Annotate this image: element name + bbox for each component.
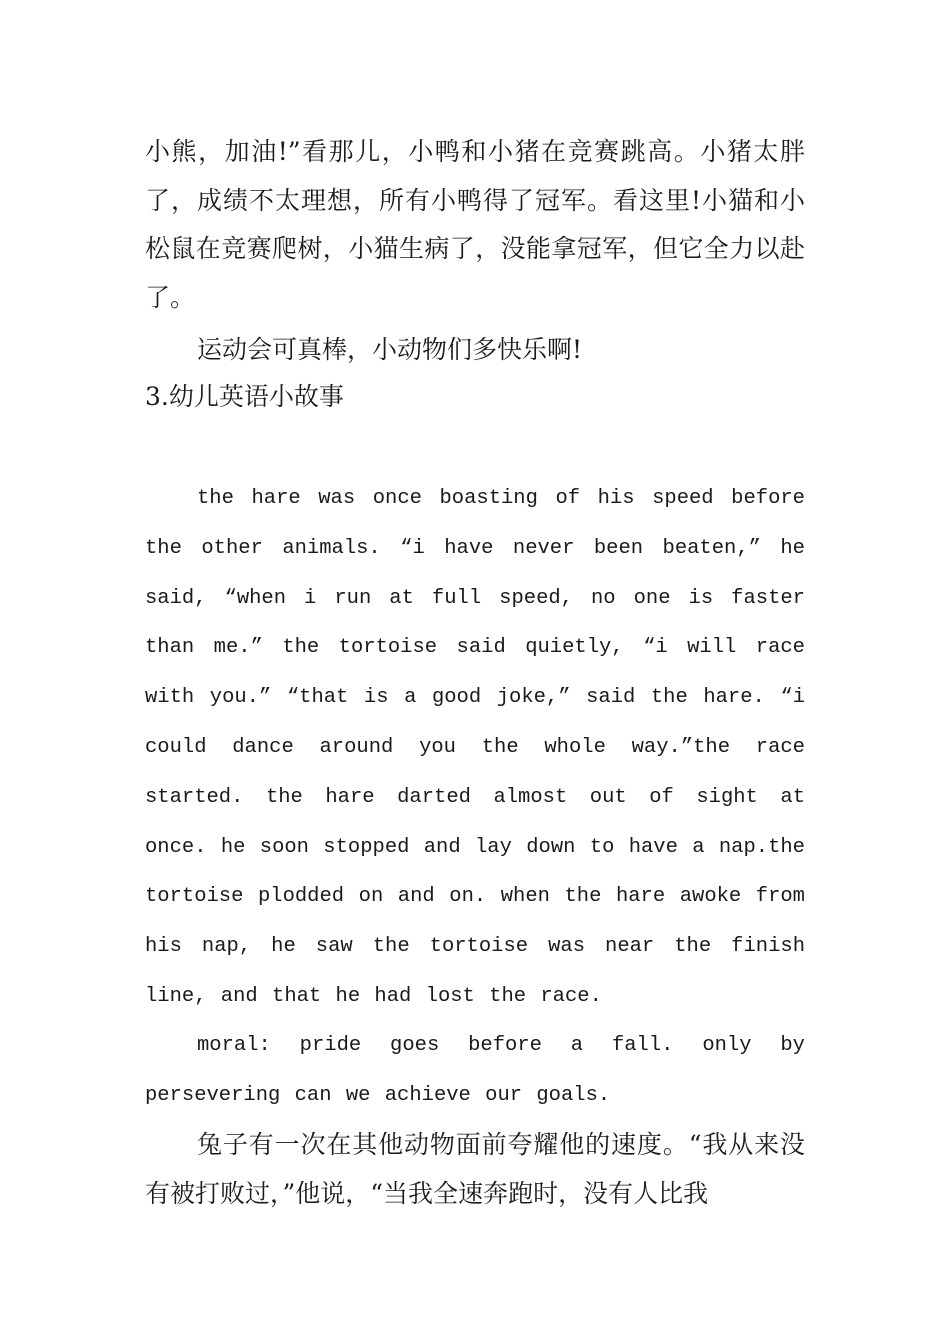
section-heading: 3.幼儿英语小故事 [145, 382, 344, 411]
paragraph-chinese-story: 兔子有一次在其他动物面前夸耀他的速度。“我从来没有被打败过，”他说，“当我全速奔跑时，没有人比我 [145, 1130, 805, 1208]
paragraph-english-story: the hare was once boasting of his speed before the other animals. “i have never been beaten,” he said, “when i run at full speed, no one is faster than me.” the tortoise said quietly, “i will race with you.” “that is a good joke,” said the hare. “i could dance around you the whole way.”the race started. the hare darted almost out of sight at once. he soon stopped and lay down to have a nap.the tortoise plodded on and on. when the hare awoke from his nap, he saw the tortoise was near the finish line, and that he had lost the race. [145, 487, 805, 1008]
paragraph-sports-meet-ending: 运动会可真棒，小动物们多快乐啊! [197, 335, 583, 364]
paragraph-sports-meet: 小熊，加油!”看那儿，小鸭和小猪在竞赛跳高。小猪太胖了，成绩不太理想，所有小鸭得了冠军。看这里!小猫和小松鼠在竞赛爬树，小猫生病了，没能拿冠军，但它全力以赴了。 [145, 137, 805, 312]
paragraph-english-moral: moral: pride goes before a fall. only by persevering can we achieve our goals. [145, 1034, 805, 1107]
